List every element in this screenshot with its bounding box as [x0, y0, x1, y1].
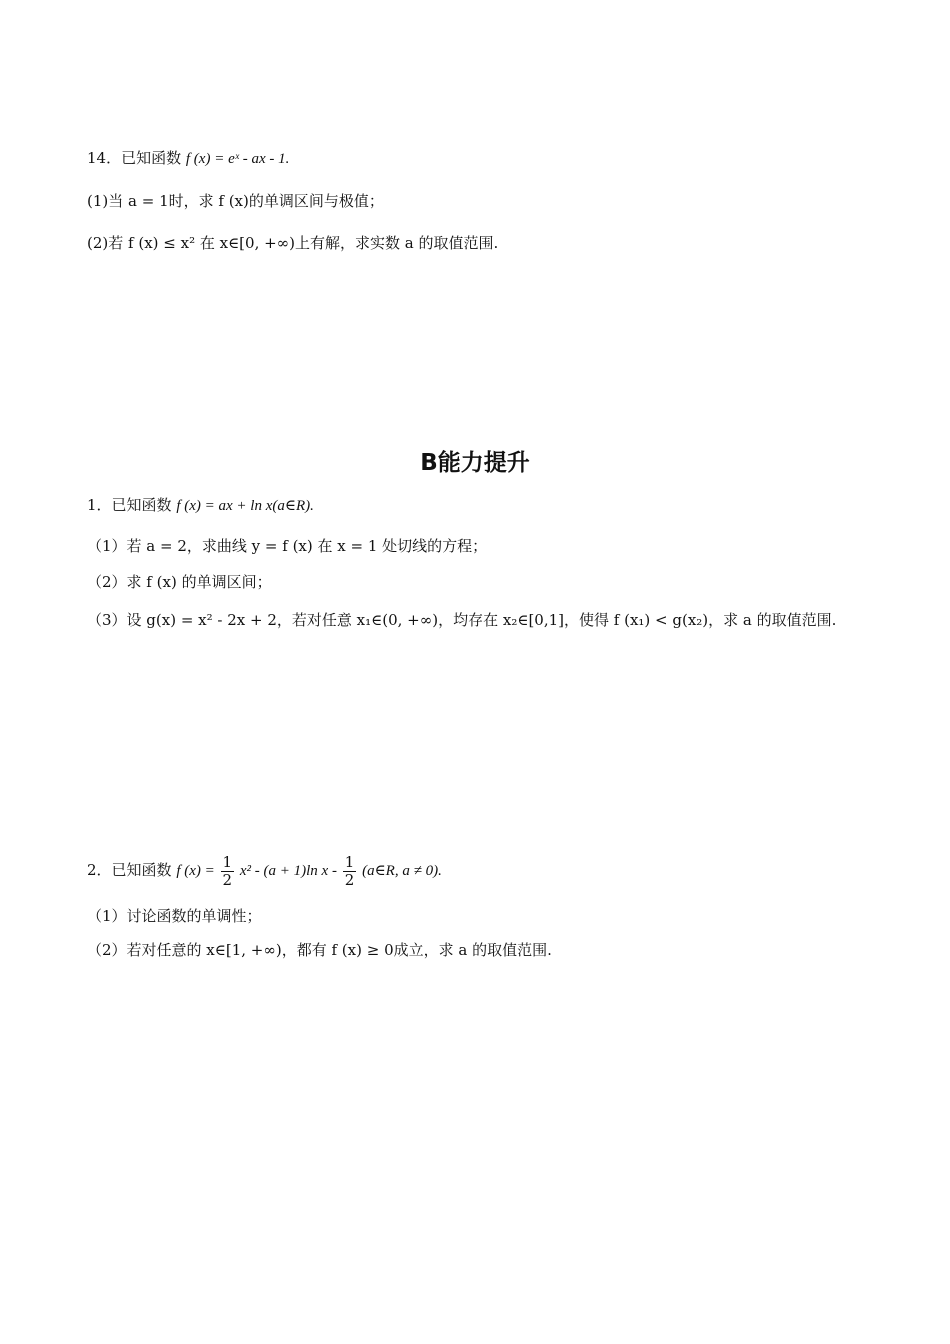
- b2-title: 2．已知函数: [87, 861, 172, 879]
- fraction-numerator: 1: [222, 852, 233, 871]
- q14-statement: [87, 147, 289, 170]
- fraction-numerator: 1: [344, 852, 355, 871]
- section-heading: B能力提升: [420, 450, 530, 476]
- q14-formula: f (x) = eˣ - ax - 1.: [185, 151, 290, 167]
- b1-formula: f (x) = ax + ln x(a∈R).: [176, 498, 314, 514]
- b1-part1: （1）若 a = 2，求曲线 y = f (x) 在 x = 1 处切线的方程；: [87, 537, 488, 555]
- b2-formula-lhs: f (x) =: [176, 863, 215, 879]
- b2-formula-mid: x² - (a + 1)ln x -: [239, 863, 337, 879]
- b2-formula-tail: (a∈R, a ≠ 0).: [362, 863, 442, 879]
- fraction-denominator: 2: [222, 870, 233, 889]
- b2-part2: （2）若对任意的 x∈[1, +∞)，都有 f (x) ≥ 0成立，求 a 的取值范围.: [87, 941, 552, 959]
- b2-part1: （1）讨论函数的单调性；: [87, 907, 262, 925]
- q14-part1: (1)当 a = 1时，求 f (x)的单调区间与极值；: [87, 192, 384, 210]
- b2-statement: [87, 850, 442, 891]
- b1-statement: [87, 494, 314, 517]
- b2-fraction-2: [343, 854, 357, 889]
- q14-part2: (2)若 f (x) ≤ x² 在 x∈[0, +∞)上有解，求实数 a 的取值范围.: [87, 234, 499, 252]
- fraction-denominator: 2: [344, 870, 355, 889]
- b2-fraction-1: [221, 854, 235, 889]
- b1-part2: （2）求 f (x) 的单调区间；: [87, 573, 272, 591]
- b1-title: 1．已知函数: [87, 496, 172, 514]
- q14-title: 14．已知函数: [87, 149, 182, 167]
- b1-part3: （3）设 g(x) = x² - 2x + 2，若对任意 x₁∈(0, +∞)，均存在 x₂∈[0,1]，使得 f (x₁) < g(x₂)，求 a 的取值范围.: [87, 611, 837, 629]
